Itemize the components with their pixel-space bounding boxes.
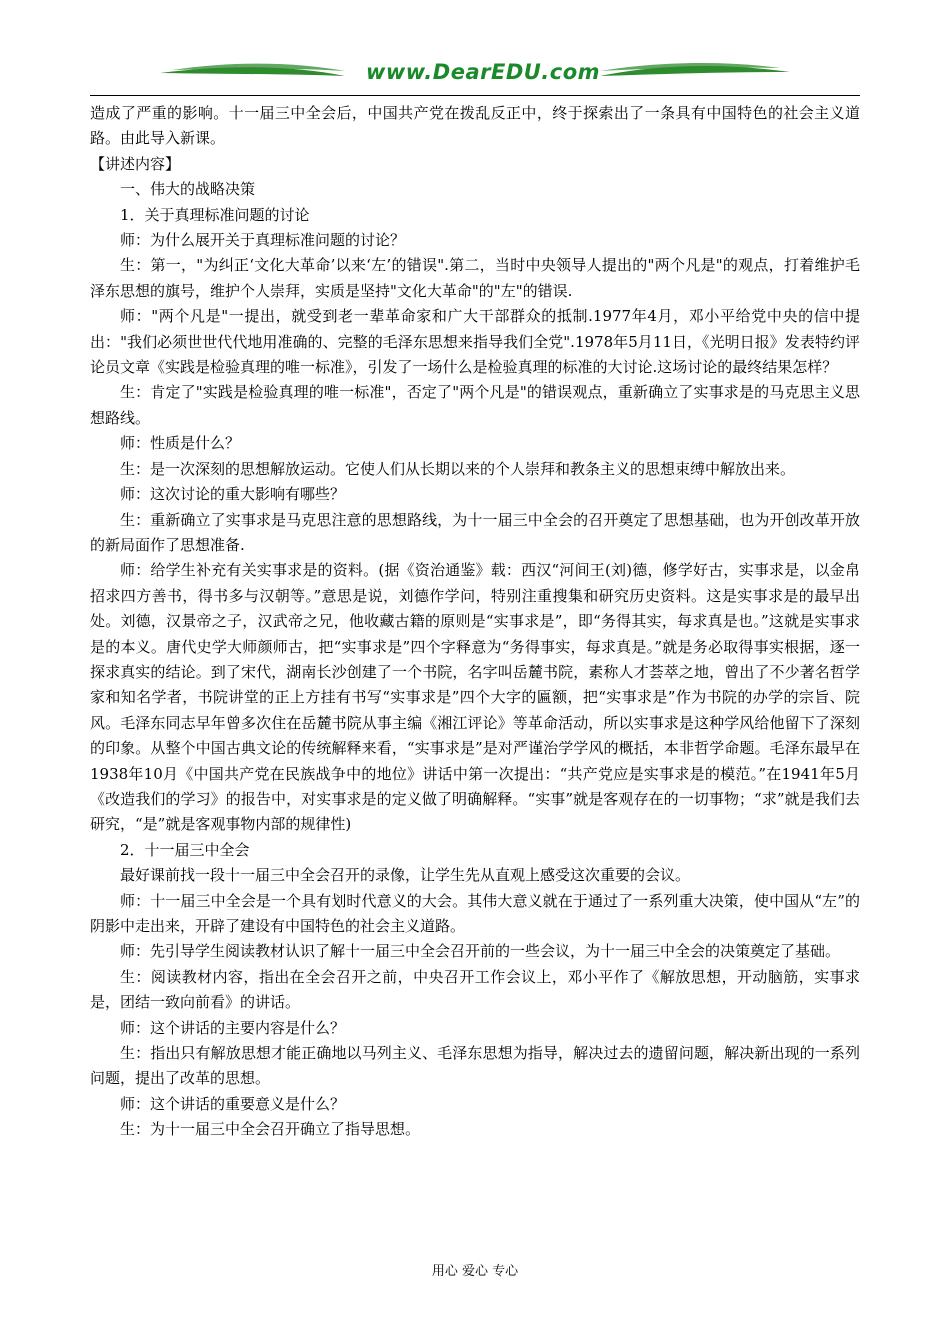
paragraph: 生：是一次深刻的思想解放运动。它使人们从长期以来的个人崇拜和教条主义的思想束缚中解放出来。: [120, 459, 796, 478]
paragraph: 最好课前找一段十一届三中全会召开的录像，让学生先从直观上感受这次重要的会议。: [120, 866, 691, 885]
paragraph: 师：这个讲话的主要内容是什么？: [120, 1018, 346, 1037]
page-header: [0, 0, 950, 100]
paragraph: 【讲述内容】: [90, 154, 181, 173]
paragraph: 师：给学生补充有关实事求是的资料。(据《资治通鉴》载：西汉“河间王(刘)德，修学好古，实事求是，以金帛招求四方善书，得书多与汉朝等。”意思是说，刘德作学问，特别注重搜集和研究历史资料。这是实事求是的最早出处。刘德，汉景帝之子，汉武帝之兄，他收藏古籍的原则是“实事求是”，即“务得其实，每求真是也。”这就是实事求是的本义。唐代史学大师颜师古，把“实事求是”四个字释意为“务得事实，每求真是。”就是务必取得事实根据，逐一探求真实的结论。到了宋代，湖南长沙创建了一个书院，名字叫岳麓书院，素称人才荟萃之地，曾出了不少著名哲学家和知名学者，书院讲堂的正上方挂有书写“实事求是”四个大字的匾额，把“实事求是”作为书院的办学的宗旨、院风。毛泽东同志早年曾多次住在岳麓书院从事主编《湘江评论》等革命活动，所以实事求是这种学风给他留下了深刻的印象。从整个中国古典文论的传统解释来看，“实事求是”是对严谨治学学风的概括，本非哲学命题。毛泽东最早在1938年10月《中国共产党在民族战争中的地位》讲话中第一次提出：“共产党应是实事求是的模范。”在1941年5月《改造我们的学习》的报告中，对实事求是的定义做了明确解释。“实事”就是客观存在的一切事物；“求”就是我们去研究，“是”就是客观事物内部的规律性): [90, 561, 860, 834]
paragraph: 生：阅读教材内容，指出在全会召开之前，中央召开工作会议上，邓小平作了《解放思想，开动脑筋，实事求是，团结一致向前看》的讲话。: [90, 967, 860, 1012]
paragraph: 师：为什么展开关于真理标准问题的讨论？: [120, 231, 406, 250]
paragraph: 师：先引导学生阅读教材认识了解十一届三中全会召开前的一些会议，为十一届三中全会的决策奠定了基础。: [120, 942, 841, 961]
paragraph: 生：为十一届三中全会召开确立了指导思想。: [120, 1120, 421, 1139]
paragraph: 生：重新确立了实事求是马克思注意的思想路线，为十一届三中全会的召开奠定了思想基础，也为开创改革开放的新局面作了思想准备.: [90, 510, 860, 554]
document-body: [90, 101, 860, 1143]
paragraph: 造成了严重的影响。十一届三中全会后，中国共产党在拨乱反正中，终于探索出了一条具有中国特色的社会主义道路。由此导入新课。: [90, 104, 860, 148]
paragraph: 生：指出只有解放思想才能正确地以马列主义、毛泽东思想为指导，解决过去的遗留问题，解决新出现的一系列问题，提出了改革的思想。: [90, 1044, 860, 1088]
paragraph: 师：这次讨论的重大影响有哪些？: [120, 485, 346, 504]
site-logo-text: www.DearEDU.com: [365, 60, 601, 84]
paragraph: 师："两个凡是"一提出，就受到老一辈革命家和广大干部群众的抵制.1977年4月，邓小平给党中央的信中提出："我们必须世世代代地用准确的、完整的毛泽东思想来指导我们全党".1978年5月11日，《光明日报》发表特约评论员文章《实践是检验真理的唯一标准》，引发了一场什么是检验真理的标准的大讨论.这场讨论的最终结果怎样？: [90, 307, 860, 377]
paragraph: 1．关于真理标准问题的讨论: [120, 205, 310, 224]
paragraph: 师：十一届三中全会是一个具有划时代意义的大会。其伟大意义就在于通过了一系列重大决策，使中国从“左”的阴影中走出来，开辟了建设有中国特色的社会主义道路。: [90, 891, 860, 935]
page-footer: 用心 爱心 专心: [431, 1264, 519, 1279]
paragraph: 2．十一届三中全会: [120, 840, 250, 859]
header-divider: [90, 95, 860, 96]
paragraph: 一、伟大的战略决策: [120, 180, 256, 199]
paragraph: 师：性质是什么？: [120, 434, 241, 453]
paragraph: 师：这个讲话的重要意义是什么？: [120, 1094, 346, 1113]
paragraph: 生：肯定了"实践是检验真理的唯一标准"，否定了"两个凡是"的错误观点，重新确立了实事求是的马克思主义思想路线。: [90, 383, 860, 427]
paragraph: 生：第一，"为纠正‘文化大革命’以来‘左’的错误".第二，当时中央领导人提出的"两个凡是"的观点，打着维护毛泽东思想的旗号，维护个人崇拜，实质是坚持"文化大革命"的"左"的错误.: [90, 256, 860, 300]
logo-swoosh-graphic: [0, 0, 950, 100]
